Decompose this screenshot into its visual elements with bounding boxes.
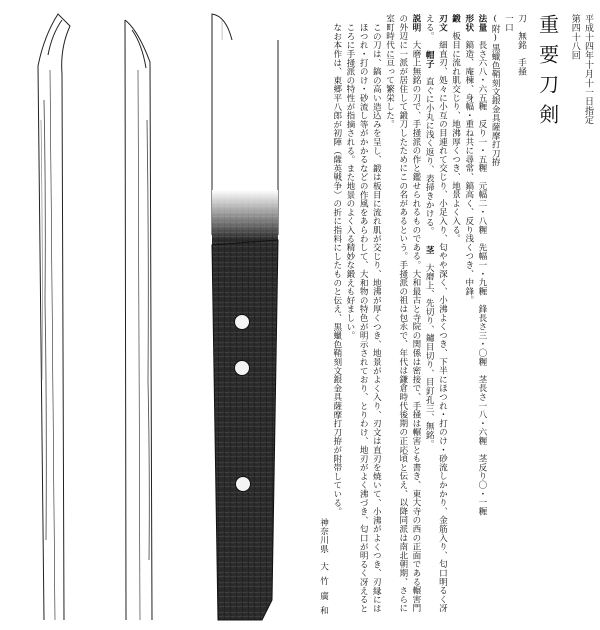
forging-text: 板目に流れ肌交じり、地沸厚くつき、地景よく入る。	[450, 31, 461, 243]
measurements-label: 法量	[476, 14, 487, 32]
boshi-label: 帽子	[424, 50, 435, 69]
owner-block	[316, 14, 329, 620]
measurements-text: 長さ六八・六五糎 反り一・五糎 元幅二・八糎 先幅一・九糎 鋒長さ三・〇糎 茎長さ一八・六糎 茎反り〇・一糎	[476, 40, 487, 516]
hamon-label: 刃文	[437, 14, 448, 32]
measurements-row	[475, 14, 488, 620]
mekugi-hole-2	[235, 361, 250, 376]
item-type: 刀 無銘 手掻	[516, 14, 527, 76]
hamon-row	[422, 14, 448, 620]
explanation-label: 説明	[410, 14, 421, 32]
nakago-label: 茎	[424, 245, 435, 255]
session-number: 第四十八回	[569, 14, 580, 60]
blade-rubbing-right	[212, 14, 278, 620]
explanation-paragraph-1: 大磨上無銘の刀で、手掻派の作と鑑せられるものである。大和最古と寺院の関係は密接で、手掻は輾害とも書き、東大寺の西の正面である輾害門の外辺に一派が居住して鍛刀したためにこの名があるという。手掻派の祖は包永で、年代は鎌倉時代後期の正応頃と伝え、以降同派は南北朝期、さらに室町時代に亘って繁栄した。	[384, 14, 421, 613]
category-title: 重要刀剣	[535, 14, 560, 134]
blade-outline-left	[38, 14, 70, 620]
hamon-text: 細直刃、処々に小互の目連れて交じり、小足入り、匂やや深く、小沸よくつき、下半にほつれ・打のけ・砂流しかかり、金筋入り、匂口明るく冴える。	[424, 14, 448, 613]
explanation-paragraph-3: なお本作は、東郷平八郎が初陣（薩英戦争）の折に指料にしたものと伝え、黒蠟色鞘刻文銀金具薩摩打刀拵が附帯している。	[331, 22, 342, 516]
mekugi-hole-3	[236, 477, 251, 492]
owner-name: 大竹廣和	[318, 561, 329, 620]
form-row	[462, 14, 475, 620]
explanation-row	[382, 14, 422, 620]
mekugi-hole-1	[235, 315, 250, 330]
explanation-paragraph-2: この刀は、鎬の高い造込みを呈し、鍛は板目に流れ肌が交じり、地沸が厚くつき、地景がよく入り、刃文は直刃を焼いて、小沸がよくつき、刃縁にはほつれ・打のけ・砂流し等がかかるなどの作風をあらわして、大和物の特色が明示されており、とりわけ、地刃がよく沸づき、匂口が明るく冴えるところに手掻派の特性が指摘される。また地景のよく入る精妙な鍛えも好ましい。	[344, 22, 382, 613]
nakago-text: 大磨上、先切り、鑢目切り、目釘孔三、無銘。	[424, 263, 435, 449]
description-text	[302, 14, 594, 620]
attachment-line: (附)黒蠟色鞘刻文銀金具薩摩打刀拵	[490, 14, 501, 167]
prefecture: 神奈川県	[318, 517, 329, 553]
item-count: 一口	[503, 14, 514, 32]
forging-label: 鍛	[450, 14, 461, 23]
form-text: 鎬造、庵棟、身幅・重ね共に尋常、鎬高く、反り浅くつき、中鋒。	[463, 40, 474, 305]
form-label: 形状	[463, 14, 474, 32]
forging-row	[448, 14, 461, 620]
boshi-text: 直ぐに小丸に浅く返り、表掃きかける。	[424, 77, 435, 236]
blade-outline-middle	[125, 20, 152, 620]
designation-date: 平成十四年十月十一日指定	[583, 14, 593, 125]
